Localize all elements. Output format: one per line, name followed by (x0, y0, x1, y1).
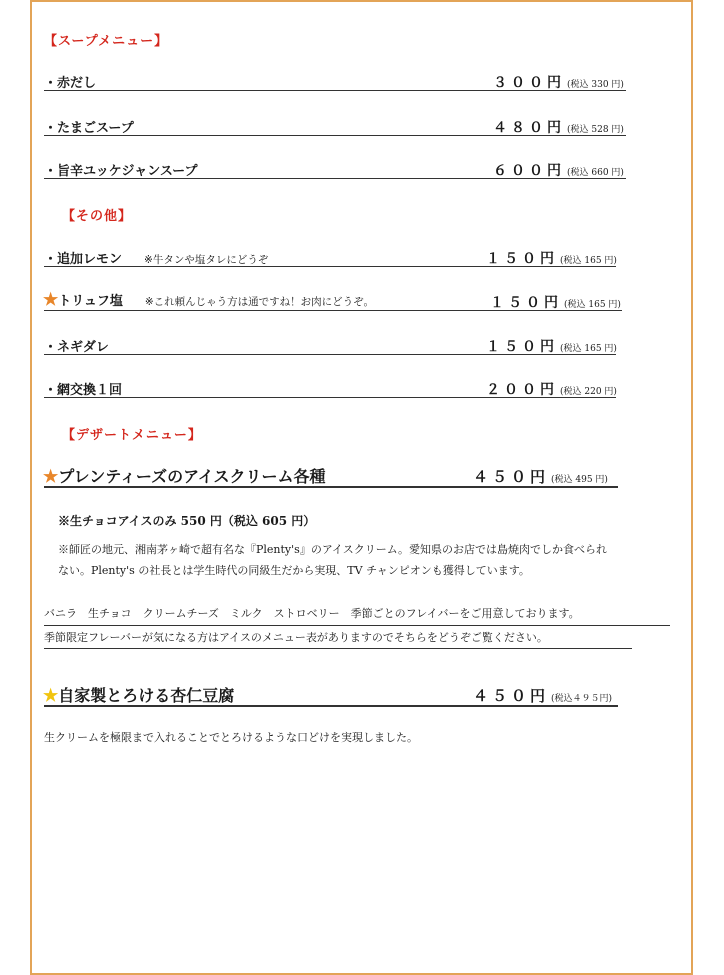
divider (44, 397, 616, 398)
divider (44, 310, 622, 311)
soup-item-akadashi-price: ３００円 (税込 330 円) (493, 75, 624, 91)
ice-cream-flavors: バニラ 生チョコ クリームチーズ ミルク ストロベリー 季節ごとのフレイバーをご用意しております。 (44, 607, 580, 620)
divider (44, 90, 626, 91)
almond-tofu-description: 生クリームを極限まで入れることでとろけるような口どけを実現しました。 (44, 731, 418, 744)
soup-item-tamago-price: ４８０円 (税込 528 円) (493, 120, 624, 136)
dessert-item-ice-cream-price: ４５０円 (税込 495 円) (473, 468, 608, 486)
soup-item-tamago: ・たまごスープ (44, 121, 134, 136)
ice-cream-description-line-1: ※師匠の地元、湘南茅ヶ崎で超有名な『Plenty's』のアイスクリーム。愛知県のお店では島焼肉でしか食べられ (58, 543, 608, 556)
other-item-negi-dare-price: １５０円 (税込 165 円) (486, 339, 617, 355)
other-item-lemon: ・追加レモン ※牛タンや塩タレにどうぞ (44, 252, 269, 267)
ice-cream-description-line-2: ない。Plenty's の社長とは学生時代の同級生だから実現、TV チャンピオンも獲得しています。 (58, 564, 530, 577)
divider (44, 705, 618, 707)
other-item-grill-change-price: ２００円 (税込 220 円) (486, 382, 617, 398)
dessert-item-almond-tofu-price: ４５０円 (税込４９５円) (473, 687, 613, 705)
star-icon: ★ (43, 467, 59, 487)
soup-section-title: 【スープメニュー】 (44, 34, 169, 49)
other-section-title: 【その他】 (62, 209, 133, 224)
other-item-lemon-price: １５０円 (税込 165 円) (486, 251, 617, 267)
soup-item-yukgaejang-price: ６００円 (税込 660 円) (493, 163, 624, 179)
other-item-grill-change: ・網交換１回 (44, 383, 123, 398)
ice-cream-description (58, 539, 688, 581)
dessert-item-ice-cream: ★プレンティーズのアイスクリーム各種 (43, 467, 326, 487)
choco-ice-note: ※生チョコアイスのみ 550 円（税込 605 円） (58, 514, 316, 528)
divider (44, 625, 670, 626)
divider (44, 354, 616, 355)
divider (44, 135, 626, 136)
other-item-negi-dare: ・ネギダレ (44, 340, 109, 355)
divider (44, 178, 626, 179)
seasonal-flavor-note: 季節限定フレーバーが気になる方はアイスのメニュー表がありますのでそちらをどうぞご覧ください。 (44, 631, 548, 644)
other-item-truffle-salt: ★トリュフ塩 ※これ頼んじゃう方は通ですね！お肉にどうぞ。 (43, 290, 374, 310)
star-icon: ★ (43, 290, 59, 310)
soup-item-yukgaejang: ・旨辛ユッケジャンスープ (44, 164, 198, 179)
divider (44, 486, 618, 488)
star-icon: ★ (43, 686, 59, 706)
divider (44, 266, 616, 267)
divider (44, 648, 632, 649)
dessert-item-almond-tofu: ★自家製とろける杏仁豆腐 (43, 686, 235, 706)
other-item-truffle-salt-price: １５０円 (税込 165 円) (490, 295, 621, 311)
dessert-section-title: 【デザートメニュー】 (62, 428, 202, 443)
soup-item-akadashi: ・赤だし (44, 76, 97, 91)
